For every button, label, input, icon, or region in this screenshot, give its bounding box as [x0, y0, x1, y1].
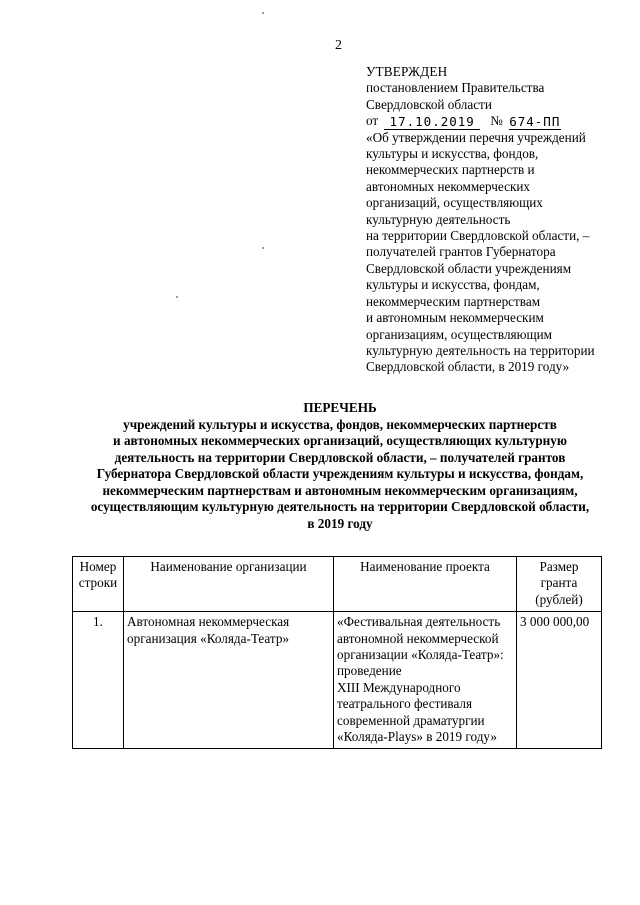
quote-line: «Об утверждении перечня учреждений	[366, 129, 586, 145]
quote-line: на территории Свердловской области, –	[366, 228, 590, 244]
list-title-line: осуществляющим культурную деятельность на территории Свердловской области,	[90, 499, 590, 514]
approval-stamp	[366, 64, 628, 376]
list-title-line: Губернатора Свердловской области учреждениям культуры и искусства, фондам,	[96, 466, 584, 481]
row-number: 1.	[73, 612, 124, 749]
grants-table	[72, 556, 602, 749]
project-name: «Фестивальная деятельность автономной некоммерческой организации «Коляда-Театр»: проведение XIII Международного театрального фестиваля современной драматургии «Коляда-Plays» в 2019 году»	[334, 612, 517, 749]
header-grant-size: Размер гранта (рублей)	[517, 557, 602, 612]
approval-line: Свердловской области	[366, 96, 492, 112]
list-heading: ПЕРЕЧЕНЬ	[303, 400, 377, 415]
quote-line: организациям, осуществляющим	[366, 326, 553, 342]
header-project: Наименование проекта	[334, 557, 517, 612]
list-title-line: некоммерческим партнерствам и автономным некоммерческим организациям,	[102, 482, 578, 498]
quote-line: некоммерческих партнерств и	[366, 162, 535, 178]
approval-title: УТВЕРЖДЕН	[366, 64, 448, 79]
quote-line: организаций, осуществляющих	[366, 195, 543, 211]
quote-line: Свердловской области учреждениям	[366, 260, 572, 276]
quote-line: получателей грантов Губернатора	[366, 244, 556, 260]
quote-line: культурную деятельность	[366, 211, 511, 227]
table-header-row	[73, 557, 602, 612]
quote-line: некоммерческим партнерствам	[366, 293, 541, 309]
quote-line: автономных некоммерческих	[366, 178, 531, 194]
list-title-line: деятельность на территории Свердловской области, – получателей грантов	[114, 449, 566, 465]
decree-date: 17.10.2019	[384, 115, 480, 130]
page-number: 2	[335, 38, 342, 53]
list-title-line: и автономных некоммерческих организаций, осуществляющих культурную	[113, 433, 567, 448]
scan-speck	[262, 247, 264, 249]
approval-date-line	[366, 113, 628, 129]
quote-line: культурную деятельность на территории	[366, 342, 595, 358]
list-title	[60, 400, 620, 532]
scan-speck	[262, 12, 264, 14]
quote-line: культуры и искусства, фондам,	[366, 277, 540, 293]
scan-speck	[176, 296, 178, 298]
quote-line: культуры и искусства, фондов,	[366, 146, 539, 162]
organization-name: Автономная некоммерческая организация «Коляда-Театр»	[124, 612, 334, 749]
number-prefix: №	[490, 113, 503, 129]
grant-amount: 3 000 000,00	[517, 612, 602, 749]
header-organization: Наименование организации	[124, 557, 334, 612]
table-row	[73, 612, 602, 749]
list-title-line: в 2019 году	[307, 515, 373, 531]
quote-line: и автономным некоммерческим	[366, 310, 544, 326]
quote-line: Свердловской области, в 2019 году»	[366, 359, 570, 375]
list-title-line: учреждений культуры и искусства, фондов, некоммерческих партнерств	[123, 416, 557, 432]
approval-quote	[366, 130, 628, 376]
approval-line: постановлением Правительства	[366, 80, 545, 96]
date-prefix: от	[366, 113, 379, 129]
decree-number: 674-ПП	[509, 113, 561, 129]
header-row-number: Номер строки	[73, 557, 124, 612]
